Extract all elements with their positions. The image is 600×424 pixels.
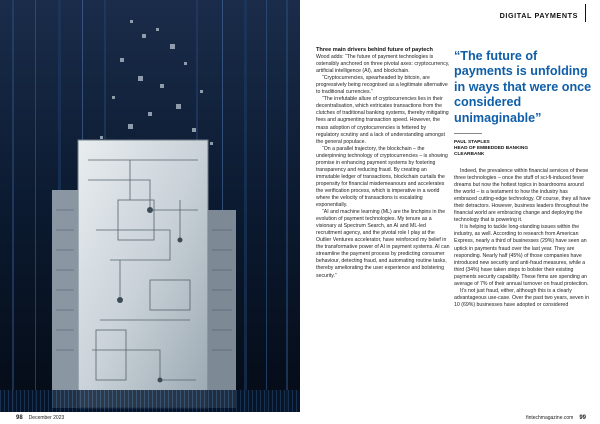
quote-divider: [454, 133, 482, 134]
paragraph: It’s not just fraud, either, although this is a clearly advantageous use-case. Over the past two years, seven in 10 (69%) businesses have adopted or considered: [454, 287, 589, 308]
quote-title: HEAD OF EMBEDDED BANKING: [454, 146, 529, 152]
paragraph: “Cryptocurrencies, spearheaded by bitcoin, are progressively being recognised as a legitimate alternative to traditional currencies.”: [316, 75, 448, 96]
quote-company: CLEARBANK: [454, 152, 485, 158]
paragraph: “AI and machine learning (ML) are the linchpins in the evolution of payment technologies. My tenure as a visionary at Spectrum Search, an AI and ML-led recruitment agency, and the pivotal role I play at the Outlier Ventures accelerator, have reinforced my belief in the transformative power of AI in payment systems. AI can streamline the payment process by predicting consumer behaviour, detecting fraud, and automating routine tasks, thereby ameliorating the user experience and bolstering security.”: [316, 209, 450, 279]
article-column-2: [454, 168, 592, 309]
issue-date: December 2023: [28, 415, 65, 421]
section-divider: [585, 4, 587, 22]
section-label: DIGITAL PAYMENTS: [499, 11, 578, 20]
paragraph: It is helping to tackle long-standing issues within the industry, as well. According to research from American Express, nearly a third of businesses (29%) have seen an uptick in payments fraud over the last year. They are responding. Nearly half (45%) of those companies have introduced new security and anti-fraud measures, while a third (34%) have taken steps to bolster their existing payments security capability. These firms are spending an average of 7% of their annual turnover on fraud protection.: [454, 224, 589, 287]
paragraph: “The irrefutable allure of cryptocurrencies lies in their decentralisation, which extricates transactions from the clutches of traditional banking systems, thereby mitigating fees and augmenting transaction speed. However, the mass adoption of cryptocurrencies is fettered by regulatory scrutiny and a lack of understanding amongst the general populace.: [316, 96, 449, 145]
site-url: fintechmagazine.com: [526, 415, 574, 421]
pull-quote: “The future of payments is unfolding in ways that were once considered unimaginable”: [454, 49, 592, 125]
circuit-city-illustration: [0, 0, 300, 412]
quote-name: PAUL STAPLES: [454, 140, 490, 145]
right-folio: [526, 415, 586, 421]
left-folio: [16, 415, 64, 421]
paragraph: Wood adds: “The future of payment technologies is ostensibly anchored on three pivotal axes: cryptocurrency, artificial intelligence (AI), and blockchain.: [316, 54, 450, 75]
quote-attribution: [454, 140, 528, 159]
paragraph: Indeed, the prevalence within financial services of these three technologies – once the stuff of sci-fi-induced fever dreams but now the hottest topics in boardrooms around the world – is a testament to how the industry has embraced cutting-edge technology. Of course, they all have their detractors. However, business leaders throughout the financial world are embracing change and deploying the technology that is powering it.: [454, 168, 591, 224]
right-page: [300, 0, 600, 424]
digital-circuit-artwork: [0, 0, 300, 412]
article-column-1: [316, 47, 450, 280]
right-page-number: 99: [579, 415, 586, 421]
left-page-number: 98: [16, 415, 23, 421]
paragraph: “On a parallel trajectory, the blockchain – the underpinning technology of cryptocurrencies – is showing promise in enhancing payment systems by fostering transparency and reducing fraud. By creating an immutable ledger of transactions, blockchain curtails the propensity for financial misdemeanours and accelerates the verification process, which is imperative in a world where the velocity of transactions is escalating exponentially.: [316, 145, 448, 209]
subheading: Three main drivers behind future of paytech: [316, 47, 433, 53]
